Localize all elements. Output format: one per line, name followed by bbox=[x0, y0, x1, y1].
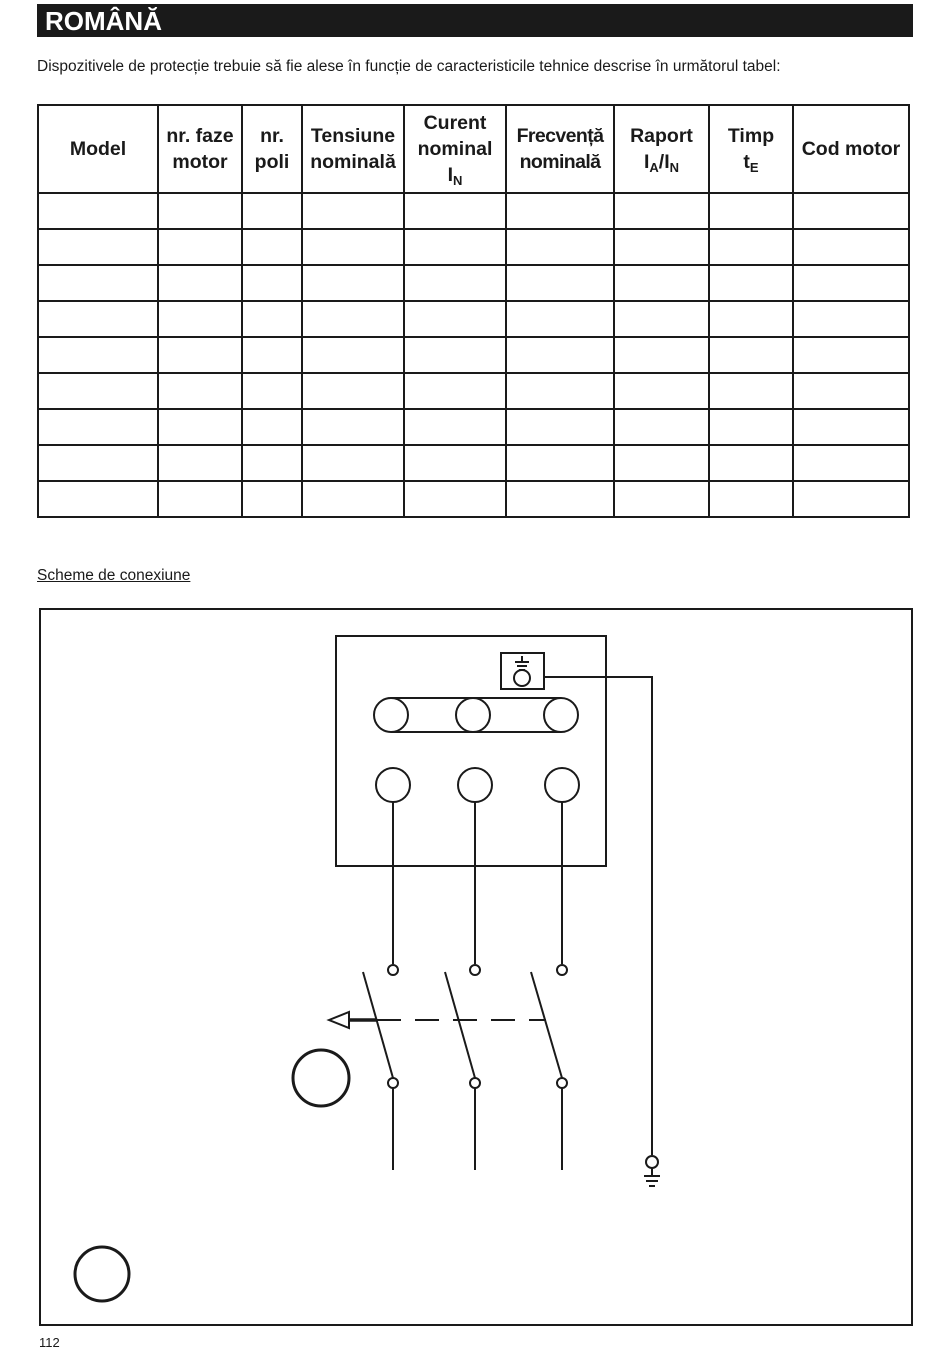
switch-lower-contact-2 bbox=[470, 1078, 480, 1088]
table-cell bbox=[709, 301, 793, 337]
table-cell bbox=[302, 373, 404, 409]
table-cell bbox=[158, 229, 242, 265]
wiring-diagram bbox=[41, 610, 915, 1328]
linkage-arrow bbox=[329, 1012, 349, 1028]
table-cell bbox=[793, 265, 909, 301]
table-cell bbox=[404, 229, 506, 265]
section-header bbox=[37, 4, 913, 37]
column-header-rated-current: Curent nominal $I_N$ bbox=[404, 105, 506, 193]
table-cell bbox=[793, 373, 909, 409]
table-cell bbox=[158, 409, 242, 445]
switch-blade-3 bbox=[531, 972, 562, 1078]
table-cell bbox=[38, 445, 158, 481]
column-header-motor-code: Cod motor bbox=[793, 105, 909, 193]
table-cell bbox=[242, 409, 302, 445]
table-cell bbox=[614, 481, 709, 517]
table-cell bbox=[709, 373, 793, 409]
table-cell bbox=[506, 373, 614, 409]
table-cell bbox=[709, 229, 793, 265]
table-cell bbox=[793, 301, 909, 337]
table-cell bbox=[793, 445, 909, 481]
column-header-poles: nr. poli bbox=[242, 105, 302, 193]
table-cell bbox=[404, 337, 506, 373]
table-cell bbox=[793, 481, 909, 517]
table-cell bbox=[709, 409, 793, 445]
table-cell bbox=[404, 481, 506, 517]
table-cell bbox=[506, 481, 614, 517]
column-header-rated-voltage: Tensiune nominală bbox=[302, 105, 404, 193]
table-cell bbox=[302, 481, 404, 517]
table-row bbox=[38, 445, 909, 481]
table-cell bbox=[506, 337, 614, 373]
table-cell bbox=[506, 193, 614, 229]
table-cell bbox=[506, 409, 614, 445]
table-cell bbox=[242, 481, 302, 517]
switch-upper-contact-1 bbox=[388, 965, 398, 975]
table-cell bbox=[506, 301, 614, 337]
switch-blade-1 bbox=[363, 972, 393, 1078]
table-cell bbox=[404, 445, 506, 481]
terminal-top-3 bbox=[544, 698, 578, 732]
table-cell bbox=[242, 193, 302, 229]
table-row bbox=[38, 301, 909, 337]
table-row bbox=[38, 373, 909, 409]
switch-upper-contact-2 bbox=[470, 965, 480, 975]
ground-connection-terminal bbox=[646, 1156, 658, 1168]
table-cell bbox=[506, 445, 614, 481]
table-cell bbox=[302, 409, 404, 445]
table-cell bbox=[709, 481, 793, 517]
table-cell bbox=[158, 481, 242, 517]
table-cell bbox=[158, 193, 242, 229]
terminal-bottom-2 bbox=[458, 768, 492, 802]
table-cell bbox=[302, 337, 404, 373]
table-cell bbox=[158, 337, 242, 373]
column-header-time: Timp $t_E$ bbox=[709, 105, 793, 193]
table-cell bbox=[793, 229, 909, 265]
table-cell bbox=[614, 409, 709, 445]
page-number: 112 bbox=[39, 1335, 60, 1350]
table-cell bbox=[158, 265, 242, 301]
column-header-model: Model bbox=[38, 105, 158, 193]
terminal-top-1 bbox=[374, 698, 408, 732]
table-cell bbox=[242, 373, 302, 409]
switch-upper-contact-3 bbox=[557, 965, 567, 975]
table-cell bbox=[404, 193, 506, 229]
table-cell bbox=[158, 301, 242, 337]
table-cell bbox=[709, 445, 793, 481]
switch-blade-2 bbox=[445, 972, 475, 1078]
protection-specs-table bbox=[37, 104, 910, 518]
table-cell bbox=[38, 373, 158, 409]
ground-terminal bbox=[514, 670, 530, 686]
table-cell bbox=[242, 265, 302, 301]
table-cell bbox=[709, 193, 793, 229]
switch-lower-contact-1 bbox=[388, 1078, 398, 1088]
table-row bbox=[38, 229, 909, 265]
table-cell bbox=[709, 265, 793, 301]
table-cell bbox=[614, 337, 709, 373]
table-cell bbox=[38, 409, 158, 445]
column-header-ratio: Raport $I_A/I_N$ bbox=[614, 105, 709, 193]
table-header-row bbox=[38, 105, 909, 193]
table-cell bbox=[38, 229, 158, 265]
terminal-bottom-3 bbox=[545, 768, 579, 802]
table-cell bbox=[614, 373, 709, 409]
table-cell bbox=[793, 337, 909, 373]
table-cell bbox=[709, 337, 793, 373]
table-cell bbox=[404, 265, 506, 301]
table-cell bbox=[614, 193, 709, 229]
table-cell bbox=[404, 373, 506, 409]
header-title: ROMÂNĂ bbox=[45, 6, 162, 36]
section-title-wiring: Scheme de conexiune bbox=[37, 567, 191, 584]
table-cell bbox=[38, 193, 158, 229]
table-cell bbox=[302, 229, 404, 265]
table-cell bbox=[302, 265, 404, 301]
motor-terminal-box bbox=[336, 636, 606, 866]
table-cell bbox=[404, 301, 506, 337]
table-row bbox=[38, 265, 909, 301]
table-cell bbox=[614, 445, 709, 481]
table-cell bbox=[793, 409, 909, 445]
table-cell bbox=[242, 301, 302, 337]
table-cell bbox=[302, 301, 404, 337]
ground-wire bbox=[544, 677, 652, 1155]
table-cell bbox=[38, 301, 158, 337]
table-cell bbox=[506, 265, 614, 301]
table-row bbox=[38, 337, 909, 373]
switch-lower-contact-3 bbox=[557, 1078, 567, 1088]
table-cell bbox=[158, 373, 242, 409]
table-cell bbox=[793, 193, 909, 229]
table-row bbox=[38, 481, 909, 517]
table-cell bbox=[38, 265, 158, 301]
callout-circle-switch bbox=[293, 1050, 349, 1106]
table-cell bbox=[404, 409, 506, 445]
table-cell bbox=[242, 229, 302, 265]
table-cell bbox=[302, 445, 404, 481]
column-header-rated-frequency: Frecvență nominală bbox=[506, 105, 614, 193]
table-row bbox=[38, 409, 909, 445]
callout-circle-bottom bbox=[75, 1247, 129, 1301]
table-cell bbox=[38, 337, 158, 373]
table-cell bbox=[614, 265, 709, 301]
table-cell bbox=[302, 193, 404, 229]
terminal-top-2 bbox=[456, 698, 490, 732]
table-row bbox=[38, 193, 909, 229]
column-header-motor-phases: nr. faze motor bbox=[158, 105, 242, 193]
wiring-diagram-frame bbox=[39, 608, 913, 1326]
table-cell bbox=[158, 445, 242, 481]
intro-paragraph: Dispozitivele de protecție trebuie să fie alese în funcție de caracteristicile tehnice descrise în următorul tabel: bbox=[37, 58, 781, 75]
table-cell bbox=[506, 229, 614, 265]
table-cell bbox=[242, 445, 302, 481]
terminal-bottom-1 bbox=[376, 768, 410, 802]
table-cell bbox=[242, 337, 302, 373]
table-cell bbox=[614, 301, 709, 337]
table-cell bbox=[38, 481, 158, 517]
table-cell bbox=[614, 229, 709, 265]
